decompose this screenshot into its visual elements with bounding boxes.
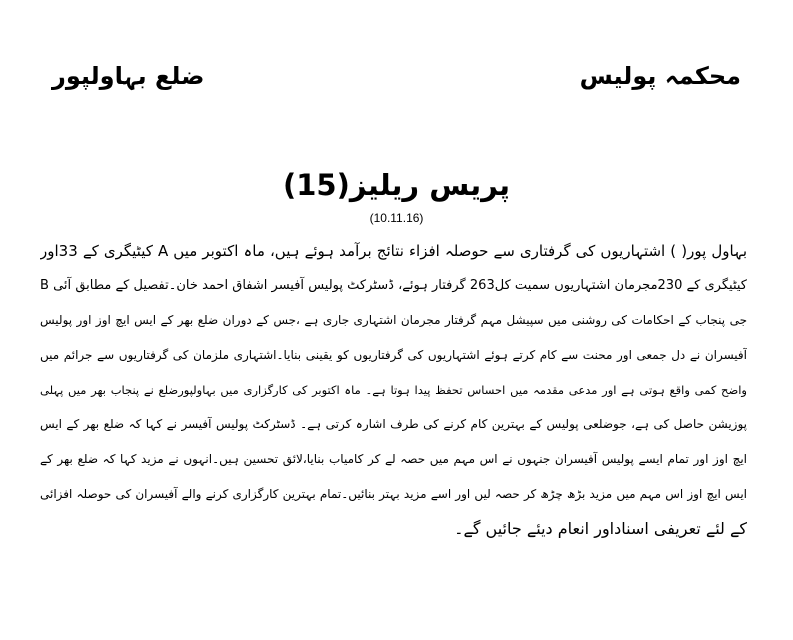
body-line: جی پنجاب کے احکامات کی روشنی میں سپیشل مہم گرفتار مجرمان اشتہاری جاری ہے ،جس کے دوران ضلع بھر کے ایس ایچ اوز اور پولیس — [40, 313, 747, 328]
body-line: واضح کمی واقع ہوتی ہے اور مدعی مقدمہ میں احساس تحفظ پیدا ہوتا ہے۔ ماہ اکتوبر کی کارگزاری میں بہاولپورضلع نے پنجاب بھر میں پہلی — [40, 382, 747, 397]
body-line: B کیٹیگری کے 230مجرمان اشتہاریوں سمیت کل263 گرفتار ہوئے، ڈسٹرکٹ پولیس آفیسر اشفاق احمد خان۔تفصیل کے مطابق آئی — [40, 277, 747, 293]
body-line: آفیسران نے دل جمعی اور محنت سے کام کرتے ہوئے اشتہاریوں کی گرفتاریوں کو یقینی بنایا۔اشتہاری ملزمان کی گرفتاریوں سے جرائم میں — [40, 348, 747, 363]
press-release-body — [40, 234, 747, 546]
department-heading: محکمہ پولیس — [579, 62, 741, 90]
body-line: بہاول پور( ) اشتہاریوں کی گرفتاری سے حوصلہ افزاء نتائج برآمد ہوئے ہیں، ماہ اکتوبر میں A کیٹیگری کے 33اور — [40, 242, 747, 260]
body-line: ایس ایچ اوز اس مہم میں مزید بڑھ چڑھ کر حصہ لیں اور اسے مزید بہتر بنائیں۔تمام بہترین کارگزاری کرنے والے آفیسران کی حوصلہ افزائی — [40, 486, 747, 501]
press-release-title: پریس ریلیز(15) — [282, 168, 511, 202]
body-line: پوزیشن حاصل کی ہے، جوضلعی پولیس کے بہترین کام کرنے کی طرف اشارہ کرتی ہے۔ ڈسٹرکٹ پولیس آفیسر نے کہا کہ ضلع بھر کے ایس — [40, 417, 747, 432]
body-line: ایچ اوز اور تمام ایسے پولیس آفیسران جنہوں نے اس مہم میں حصہ لے کر کامیاب بنایا،لائق تحسین ہیں۔انہوں نے مزید کہا کہ ضلع بھر کے — [40, 452, 747, 467]
body-line: کے لئے تعریفی اسناداور انعام دیئے جائیں گے۔ — [454, 518, 747, 538]
release-date: (10.11.16) — [369, 211, 424, 225]
district-heading: ضلع بہاولپور — [52, 62, 205, 90]
